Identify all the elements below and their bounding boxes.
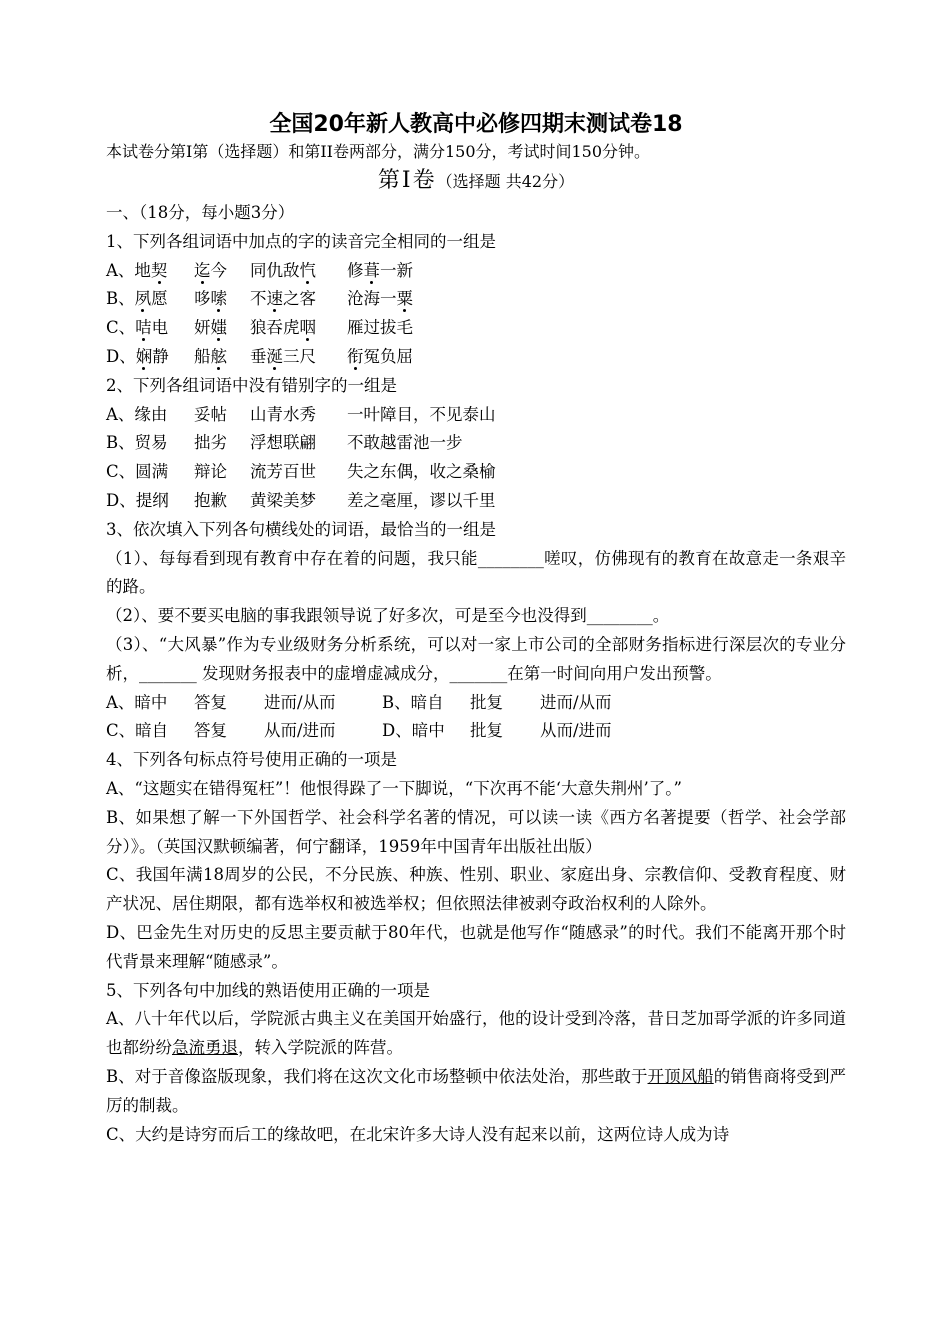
option-text: 山青水秀 — [250, 404, 316, 424]
dotted-char: 衔 — [347, 346, 364, 366]
option-group — [106, 257, 194, 286]
underlined-idiom: 急流勇退 — [172, 1038, 238, 1058]
dotted-char: 媸 — [210, 318, 227, 338]
option-group — [250, 343, 347, 372]
question-4-option-d: D、巴金先生对历史的反思主要贡献于80年代，也就是他写作“随感录”的时代。我们不能离开那个时代背景来理解“随感录”。 — [106, 922, 846, 971]
question-2-option-c — [106, 458, 846, 487]
option-text: 差之毫厘，谬以千里 — [347, 490, 496, 510]
option-text: 抱歉 — [194, 490, 227, 510]
dotted-char: 娴 — [135, 346, 153, 366]
question-2-option-d — [106, 487, 846, 516]
option-text: 一叶障目，不见泰山 — [347, 404, 496, 424]
option-text: 船 — [194, 346, 211, 366]
option-text: 愿 — [151, 289, 168, 309]
question-5-stem: 5、下列各句中加线的熟语使用正确的一项是 — [106, 980, 430, 1000]
dotted-char: 舷 — [210, 346, 227, 366]
option-text: 进而/从而 — [264, 692, 336, 712]
question-3-options-cd — [106, 717, 846, 746]
option-group — [106, 314, 194, 343]
option-group — [106, 285, 194, 314]
question-5-option-b — [106, 1063, 846, 1121]
option-text: 修 — [347, 260, 364, 280]
option-text: 电 — [151, 318, 169, 338]
option-text: 不 — [250, 289, 267, 309]
dotted-char: 葺 — [363, 260, 380, 280]
option-text: 答复 — [194, 692, 227, 712]
dotted-char: 涎 — [266, 346, 283, 366]
option-text: 批复 — [470, 692, 503, 712]
option-text: B、贸易 — [106, 433, 168, 453]
option-text: C、 — [106, 318, 136, 338]
question-3-sentence-2: （2）、要不要买电脑的事我跟领导说了好多次，可是至今也没得到________。 — [106, 606, 670, 626]
dotted-char: 夙 — [134, 289, 152, 309]
part-heading: 一、（18分，每小题3分） — [106, 203, 295, 222]
option-text: ，转入学院派的阵营。 — [238, 1038, 403, 1058]
dotted-char: 迄 — [194, 260, 211, 280]
dotted-char: 速 — [266, 289, 283, 309]
option-group — [347, 257, 413, 286]
option-text: 失之东偶，收之桑榆 — [347, 462, 496, 482]
option-text: 静 — [152, 346, 169, 366]
option-text: A、八十年代以后，学院派古典主义在美国开始盛行，他的设计受到冷落，昔日芝加哥学派的许多同道也都纷纷 — [106, 1009, 846, 1058]
question-4-option-b: B、如果想了解一下外国哲学、社会科学名著的情况，可以读一读《西方名著提要（哲学、社会学部分）》。（英国汉默顿编著，何宁翻译，1959年中国青年出版社出版） — [106, 807, 846, 856]
option-group — [106, 343, 194, 372]
option-text: 浮想联翩 — [250, 433, 316, 453]
option-text: 垂 — [250, 346, 267, 366]
question-4-option-a: A、“这题实在错得冤枉”！他恨得跺了一下脚说，“下次再不能‘大意失荆州’了。” — [106, 778, 682, 798]
section-heading-sub: （选择题 共42分） — [436, 172, 575, 191]
option-text: 从而/进而 — [540, 721, 612, 741]
question-3-sentence-1: （1）、每每看到现有教育中存在着的问题，我只能________嗟叹，仿佛现有的教育在故意走一条艰辛的路。 — [106, 548, 846, 597]
option-text: 狼吞虎 — [250, 318, 300, 338]
option-text: A、地 — [106, 260, 151, 280]
option-text: 答复 — [194, 721, 227, 741]
option-group — [250, 314, 347, 343]
question-5-option-a — [106, 1005, 846, 1063]
option-text: 雁过拔毛 — [347, 318, 413, 338]
option-group — [347, 314, 413, 343]
dotted-char: 咭 — [135, 318, 152, 338]
option-text: 之客 — [283, 289, 316, 309]
option-text: A、暗中 — [106, 692, 168, 712]
page-title: 全国20年新人教高中必修四期末测试卷18 — [269, 112, 683, 137]
dotted-char: 契 — [150, 260, 168, 280]
question-2-option-b — [106, 429, 846, 458]
question-4-stem: 4、下列各句标点符号使用正确的一项是 — [106, 750, 397, 770]
option-text: 妥帖 — [194, 404, 227, 424]
option-group — [250, 285, 347, 314]
option-text: 辩论 — [194, 462, 227, 482]
question-3-sentence-3: （3）、“大风暴”作为专业级财务分析系统，可以对一家上市公司的全部财务指标进行深层次的专业分析，_______ 发现财务报表中的虚增虚减成分，_______在第一时间向用户发出预警。 — [106, 634, 846, 683]
option-text: D、暗中 — [382, 721, 445, 741]
option-text: 一新 — [380, 260, 413, 280]
option-text: 流芳百世 — [250, 462, 316, 482]
option-text: 的销售商将受到严厉的制裁。 — [106, 1066, 846, 1115]
option-text: B、对于音像盗版现象，我们将在这次文化市场整顿中依法处治，那些敢于 — [106, 1066, 648, 1086]
option-group — [194, 285, 250, 314]
option-text: B、 — [106, 289, 135, 309]
section-heading-main: 第Ⅰ卷 — [377, 168, 437, 193]
option-text: D、 — [106, 346, 136, 366]
option-group — [347, 343, 413, 372]
option-text: 沧海一 — [347, 289, 397, 309]
dotted-char: 粟 — [396, 289, 413, 309]
question-1-option-a — [106, 257, 846, 286]
option-text: 三尺 — [283, 346, 316, 366]
option-text: 拙劣 — [194, 433, 227, 453]
option-group — [194, 343, 250, 372]
option-text: 批复 — [470, 721, 503, 741]
option-group — [347, 285, 413, 314]
option-group — [250, 257, 347, 286]
question-3-stem: 3、依次填入下列各句横线处的词语，最恰当的一组是 — [106, 519, 496, 539]
question-1-option-d — [106, 343, 846, 372]
option-group — [194, 257, 250, 286]
option-text: C、暗自 — [106, 721, 169, 741]
option-text: 冤负屈 — [363, 346, 413, 366]
option-text: C、圆满 — [106, 462, 169, 482]
dotted-char: 嗦 — [210, 289, 227, 309]
option-text: 同仇敌 — [250, 260, 300, 280]
underlined-idiom: 开顶风船 — [647, 1066, 714, 1086]
dotted-char: 忾 — [299, 260, 316, 280]
question-1-stem: 1、下列各组词语中加点的字的读音完全相同的一组是 — [106, 231, 496, 251]
option-text: A、缘由 — [106, 404, 168, 424]
option-text: 不敢越雷池一步 — [347, 433, 463, 453]
option-text: 哆 — [194, 289, 211, 309]
question-4-option-c: C、我国年满18周岁的公民，不分民族、种族、性别、职业、家庭出身、宗教信仰、受教育程度、财产状况、居住期限，都有选举权和被选举权；但依照法律被剥夺政治权利的人除外。 — [106, 865, 846, 914]
question-3-options-ab — [106, 689, 846, 718]
question-2-option-a — [106, 401, 846, 430]
question-5-option-c: C、大约是诗穷而后工的缘故吧，在北宋许多大诗人没有起来以前，这两位诗人成为诗 — [106, 1124, 730, 1144]
question-2-stem: 2、下列各组词语中没有错别字的一组是 — [106, 375, 397, 395]
exam-intro: 本试卷分第I第（选择题）和第II卷两部分，满分150分，考试时间150分钟。 — [106, 142, 651, 161]
dotted-char: 咽 — [299, 318, 316, 338]
option-text: 黄梁美梦 — [250, 490, 316, 510]
option-text: 今 — [210, 260, 227, 280]
option-text: 进而/从而 — [540, 692, 612, 712]
option-group — [194, 314, 250, 343]
question-1-option-c — [106, 314, 846, 343]
question-1-option-b — [106, 285, 846, 314]
option-text: B、暗自 — [382, 692, 444, 712]
option-text: D、提纲 — [106, 490, 169, 510]
option-text: 妍 — [194, 318, 211, 338]
section-heading — [106, 164, 846, 199]
exam-page — [106, 110, 846, 1149]
option-text: 从而/进而 — [264, 721, 336, 741]
